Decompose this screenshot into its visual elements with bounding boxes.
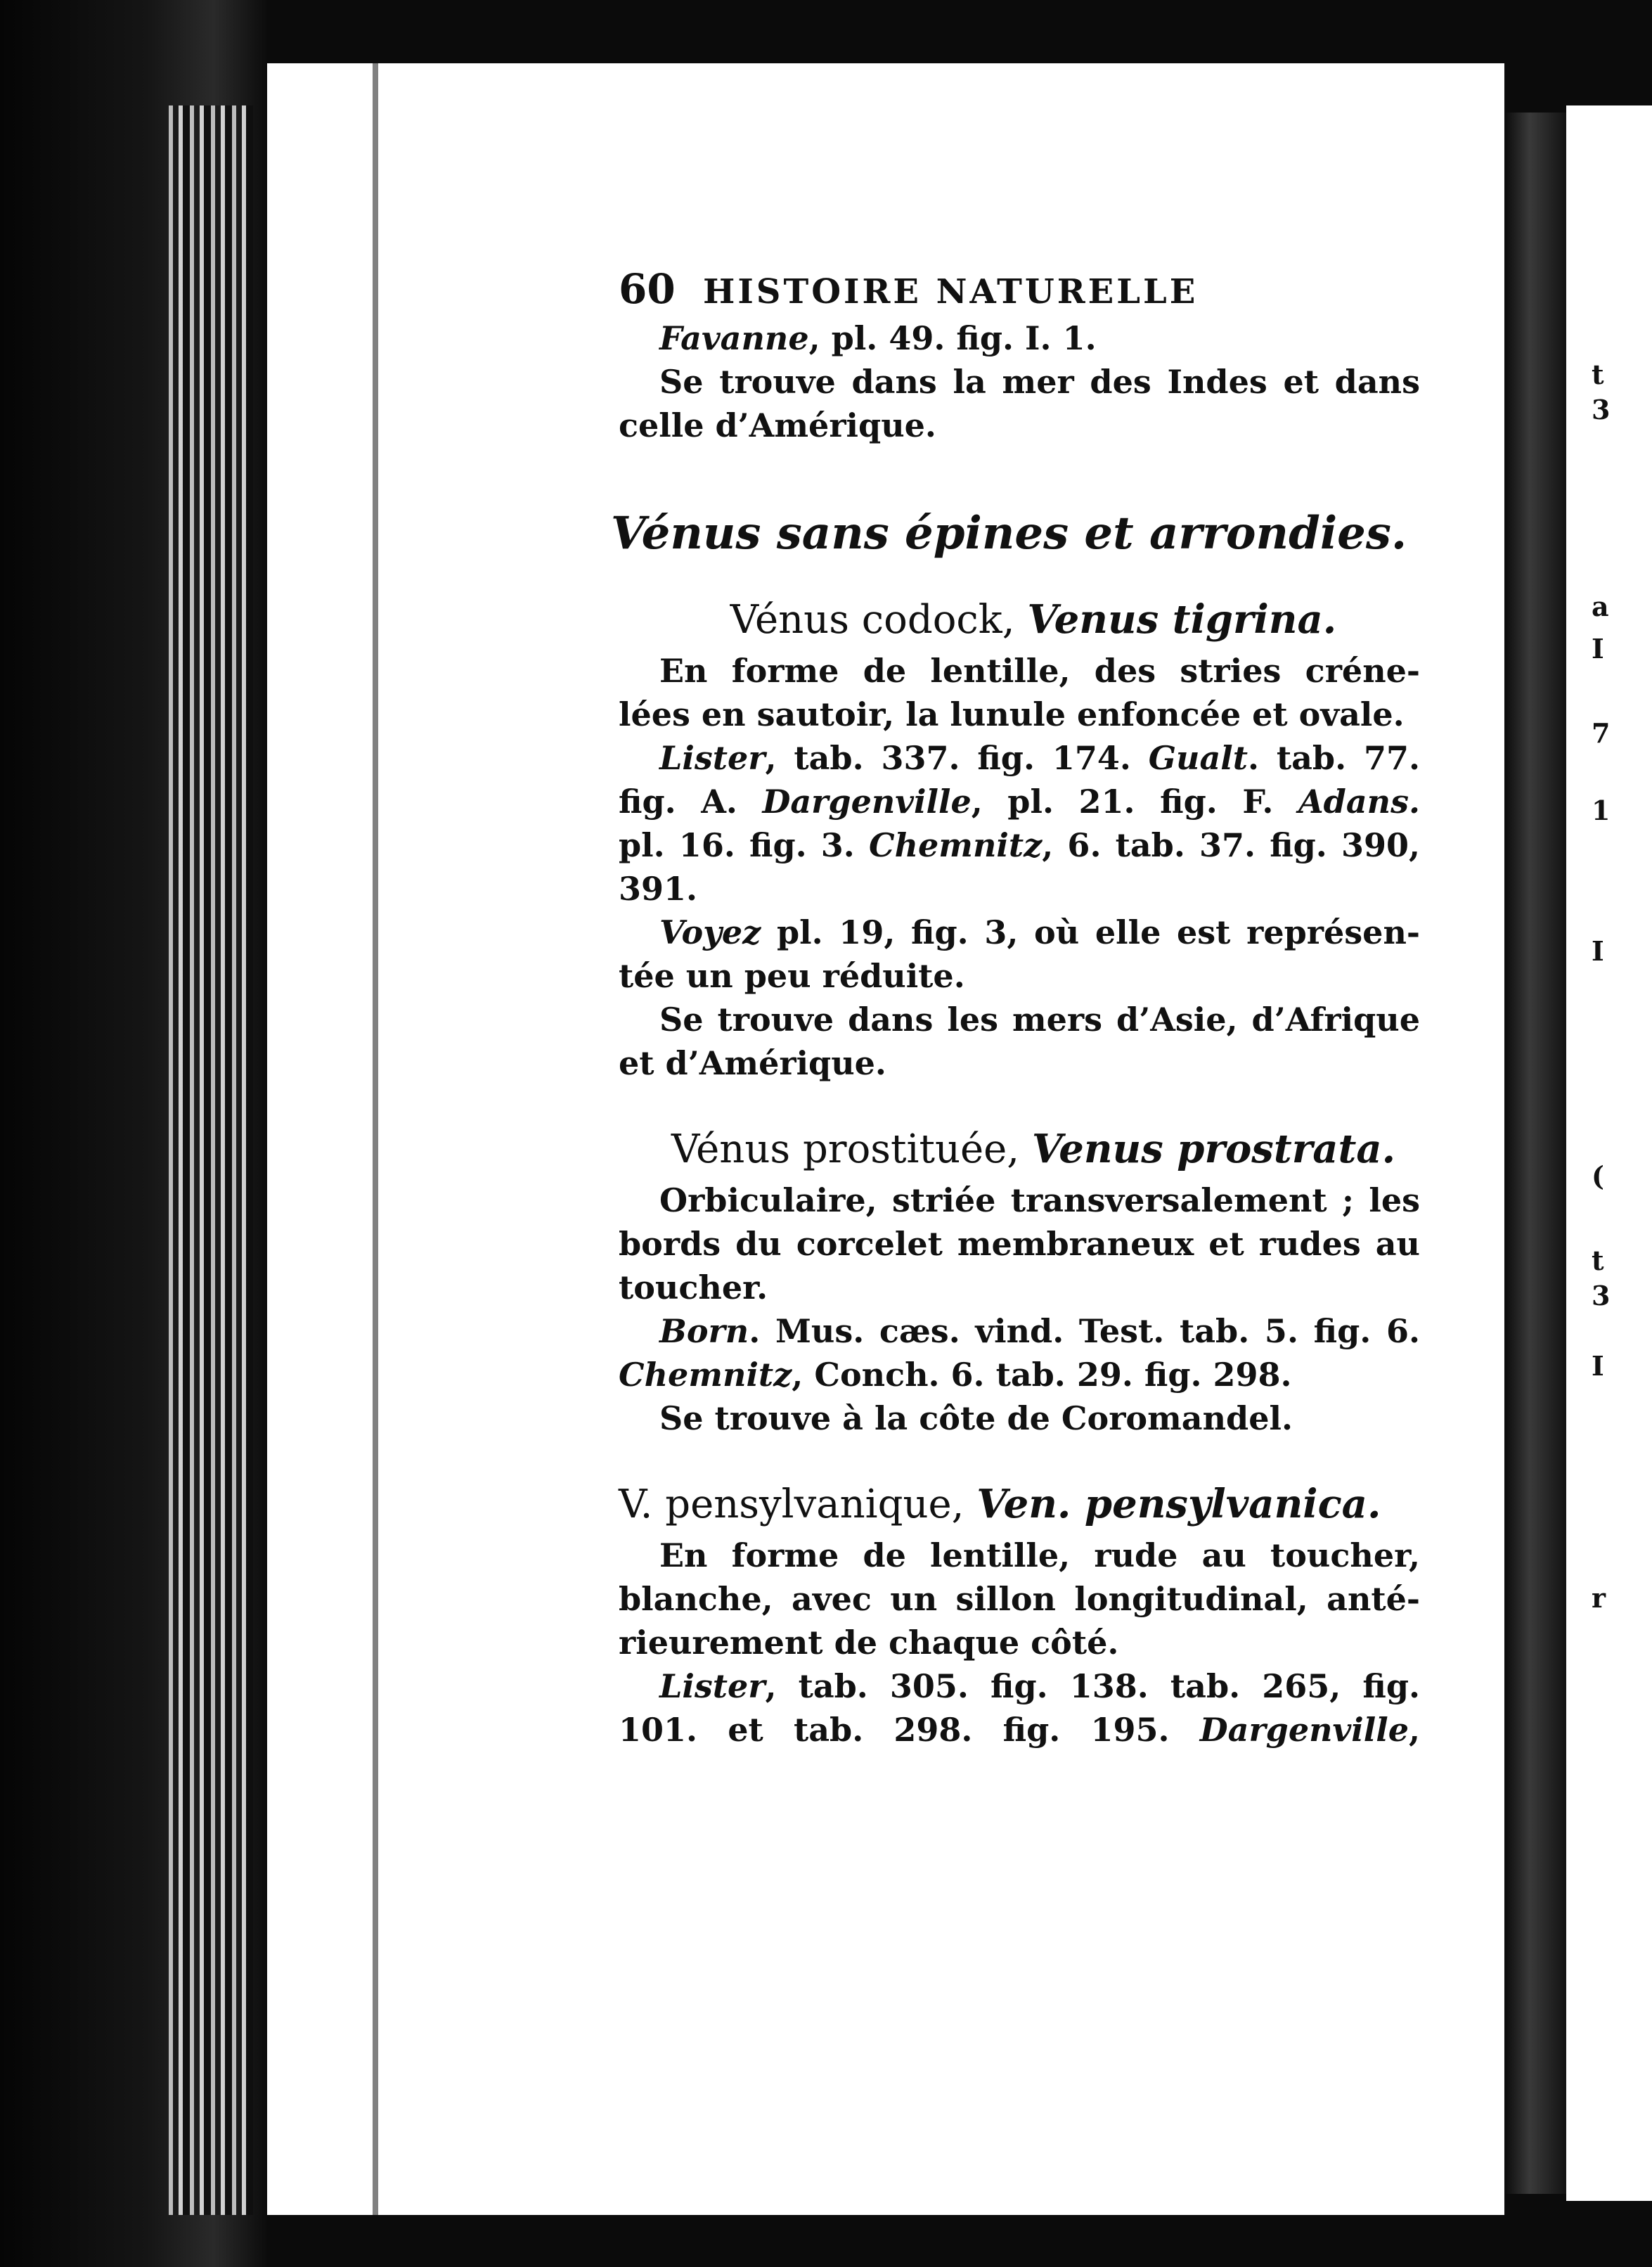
reference-line	[619, 1664, 1420, 1708]
reference-line	[619, 823, 1420, 867]
reference-text: , pl. 21. fig. F.	[971, 783, 1298, 821]
latin-name: Venus tigrina.	[1027, 596, 1337, 643]
next-page-fragment: I	[1592, 935, 1604, 967]
reference-text: , pl. 49. fig. I. 1.	[808, 319, 1097, 357]
author-name: Adans.	[1298, 783, 1420, 821]
section-title: Vénus sans épines et arrondies.	[610, 507, 1407, 560]
habitat-line: Se trouve à la côte de Coromandel.	[659, 1399, 1293, 1437]
author-name: Lister	[659, 739, 766, 777]
reference-line	[619, 736, 1420, 780]
page-text	[610, 265, 1421, 1752]
running-header	[619, 267, 1420, 316]
plate-reference-line	[619, 911, 1420, 954]
author-name: Favanne	[659, 319, 809, 357]
description-line: bords du corcelet membraneux et rudes au	[619, 1225, 1420, 1263]
next-page-fragment: 3	[1592, 1280, 1611, 1311]
next-page-fragment: 1	[1592, 795, 1611, 826]
reference-line	[619, 1309, 1420, 1353]
next-page-fragment: I	[1592, 1350, 1604, 1382]
reference-text: . tab. 77.	[1248, 739, 1421, 777]
running-title: HISTOIRE NATURELLE	[703, 272, 1199, 312]
reference-line	[619, 780, 1420, 823]
habitat-line: Se trouve dans les mers d’Asie, d’Afrique	[659, 1001, 1420, 1039]
reference-text: . Mus. cæs. vind. Test. tab. 5. fig. 6.	[749, 1312, 1420, 1350]
next-page-fragment: a	[1592, 591, 1609, 622]
common-name: Vénus prostituée,	[671, 1126, 1020, 1172]
species-heading	[647, 1127, 1420, 1171]
author-name: Chemnitz	[868, 826, 1043, 864]
latin-name: Venus prostrata.	[1031, 1126, 1396, 1172]
next-page-edge	[1566, 105, 1652, 2201]
reference-text: 101. et tab. 298. fig. 195.	[619, 1711, 1200, 1749]
reference-text: , tab. 305. fig. 138. tab. 265, fig.	[765, 1667, 1420, 1705]
author-name: Chemnitz	[619, 1356, 792, 1394]
reference-line: 391.	[619, 870, 698, 908]
reference-line	[619, 1353, 1420, 1396]
species-heading	[647, 598, 1420, 642]
habitat-line: celle d’Amérique.	[619, 406, 936, 444]
reference-text: , 6. tab. 37. fig. 390,	[1042, 826, 1421, 864]
description-line: toucher.	[619, 1269, 768, 1306]
next-page-fragment: 3	[1592, 394, 1611, 425]
description-line: blanche, avec un sillon longitudinal, anté-	[619, 1580, 1420, 1618]
next-page-fragment: r	[1592, 1582, 1606, 1614]
voyez-word: Voyez	[659, 913, 761, 951]
reference-text: fig. A.	[619, 783, 763, 821]
next-page-fragment: t	[1592, 359, 1604, 390]
book-gutter	[1504, 113, 1568, 2194]
next-page-fragment: t	[1592, 1245, 1604, 1276]
description-line: Orbiculaire, striée transversalement ; les	[659, 1181, 1420, 1219]
common-name: Vénus codock,	[730, 597, 1015, 643]
author-name: Gualt	[1148, 739, 1248, 777]
next-page-fragment: 7	[1592, 717, 1611, 749]
author-name: Dargenville	[762, 783, 972, 821]
description-line: En forme de lentille, des stries créne-	[659, 652, 1420, 690]
next-page-fragment: (	[1592, 1160, 1604, 1192]
reference-text: pl. 16. fig. 3.	[619, 826, 869, 864]
common-name: V. pensylvanique,	[619, 1482, 964, 1527]
reference-text: ,	[1408, 1711, 1420, 1749]
description-line: En forme de lentille, rude au toucher,	[659, 1536, 1420, 1574]
description-line: rieurement de chaque côté.	[619, 1624, 1119, 1662]
reference-text: , tab. 337. fig. 174.	[765, 739, 1149, 777]
species-heading	[619, 1482, 1420, 1527]
reference-line	[619, 316, 1420, 360]
habitat-line: et d’Amérique.	[619, 1044, 886, 1082]
reference-line	[619, 1708, 1420, 1752]
page-number: 60	[619, 265, 676, 313]
latin-name: Ven. pensylvanica.	[976, 1481, 1381, 1527]
habitat-line: Se trouve dans la mer des Indes et dans	[659, 363, 1420, 401]
description-line: lées en sautoir, la lunule enfoncée et ovale.	[619, 695, 1405, 733]
author-name: Dargenville	[1199, 1711, 1409, 1749]
plate-reference-line: tée un peu réduite.	[619, 957, 965, 995]
next-page-fragment: I	[1592, 633, 1604, 664]
author-name: Lister	[659, 1667, 766, 1705]
page-edges	[169, 105, 253, 2215]
author-name: Born	[659, 1312, 749, 1350]
reference-text: , Conch. 6. tab. 29. fig. 298.	[792, 1356, 1292, 1394]
reference-text: pl. 19, fig. 3, où elle est représen-	[761, 913, 1420, 951]
